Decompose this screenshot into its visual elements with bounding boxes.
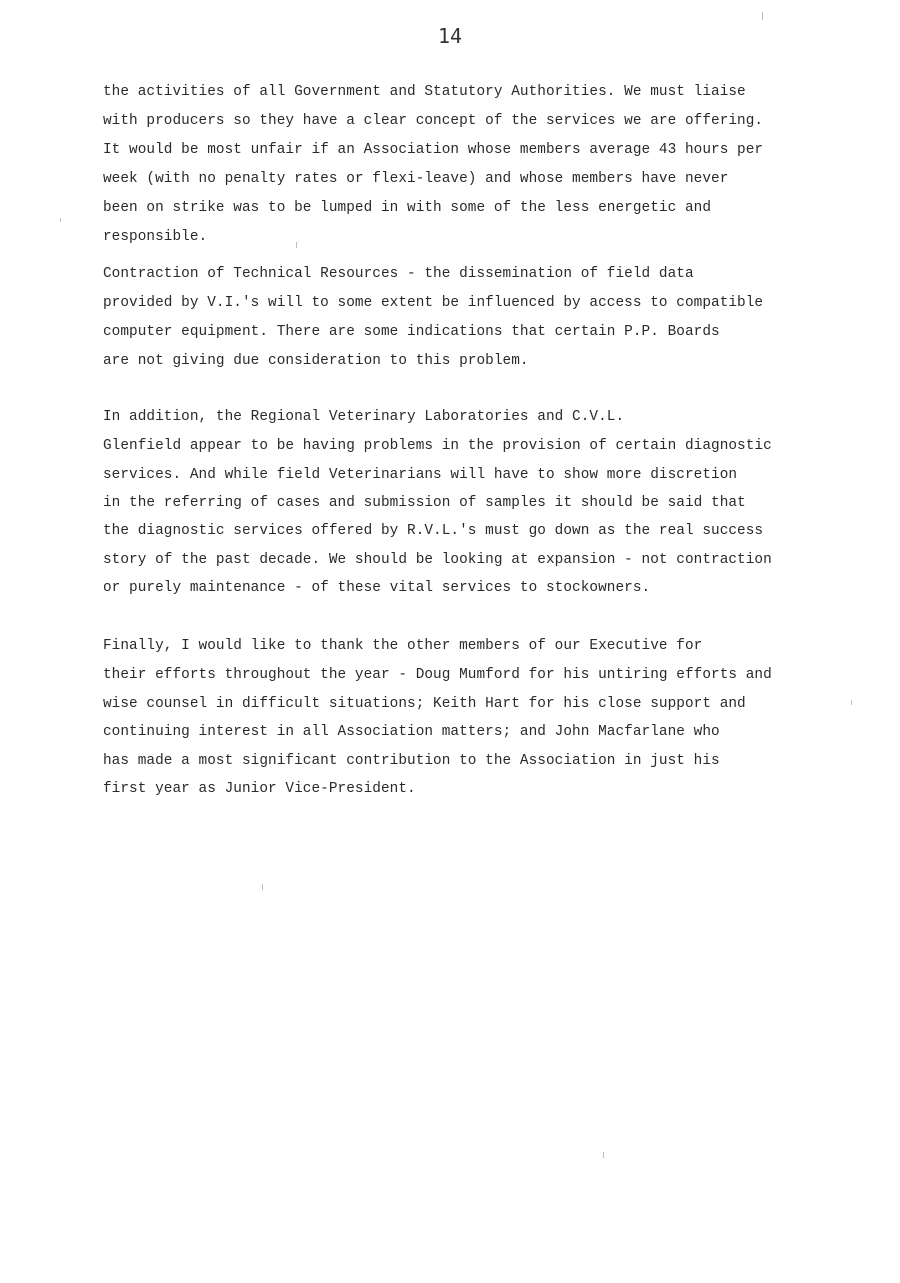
body-text-line: been on strike was to be lumped in with some of the less energetic and — [103, 200, 712, 216]
body-text-line: wise counsel in difficult situations; Keith Hart for his close support and — [103, 696, 746, 712]
scan-speck — [262, 884, 263, 890]
body-text-line: story of the past decade. We should be looking at expansion - not contraction — [103, 552, 772, 568]
body-text-line: in the referring of cases and submission of samples it should be said that — [103, 495, 746, 511]
body-text-line: or purely maintenance - of these vital services to stockowners. — [103, 580, 651, 596]
body-text-line: week (with no penalty rates or flexi-leave) and whose members have never — [103, 171, 729, 187]
body-text-line: the activities of all Government and Statutory Authorities. We must liaise — [103, 84, 746, 100]
body-text-line: provided by V.I.'s will to some extent be influenced by access to compatible — [103, 295, 764, 311]
scan-speck — [296, 242, 297, 248]
scan-speck — [60, 218, 61, 222]
scan-speck — [762, 12, 763, 20]
body-text-line: Glenfield appear to be having problems in the provision of certain diagnostic — [103, 438, 772, 454]
body-text-line: their efforts throughout the year - Doug Mumford for his untiring efforts and — [103, 667, 772, 683]
scan-speck — [851, 700, 852, 705]
body-text-line: has made a most significant contribution to the Association in just his — [103, 753, 720, 769]
body-text-line: responsible. — [103, 229, 208, 245]
body-text-line: the diagnostic services offered by R.V.L.'s must go down as the real success — [103, 523, 764, 539]
body-text-line: first year as Junior Vice-President. — [103, 781, 416, 797]
body-text-line: continuing interest in all Association matters; and John Macfarlane who — [103, 724, 720, 740]
body-text-line: It would be most unfair if an Association whose members average 43 hours per — [103, 142, 764, 158]
body-text-line: Contraction of Technical Resources - the dissemination of field data — [103, 266, 694, 282]
body-text-line: with producers so they have a clear concept of the services we are offering. — [103, 113, 764, 129]
page-number: 14 — [437, 24, 463, 48]
body-text-line: services. And while field Veterinarians will have to show more discretion — [103, 467, 738, 483]
body-text-line: In addition, the Regional Veterinary Laboratories and C.V.L. — [103, 409, 625, 425]
scan-speck — [603, 1152, 604, 1158]
body-text-line: computer equipment. There are some indications that certain P.P. Boards — [103, 324, 720, 340]
body-text-line: Finally, I would like to thank the other members of our Executive for — [103, 638, 703, 654]
body-text-line: are not giving due consideration to this problem. — [103, 353, 529, 369]
